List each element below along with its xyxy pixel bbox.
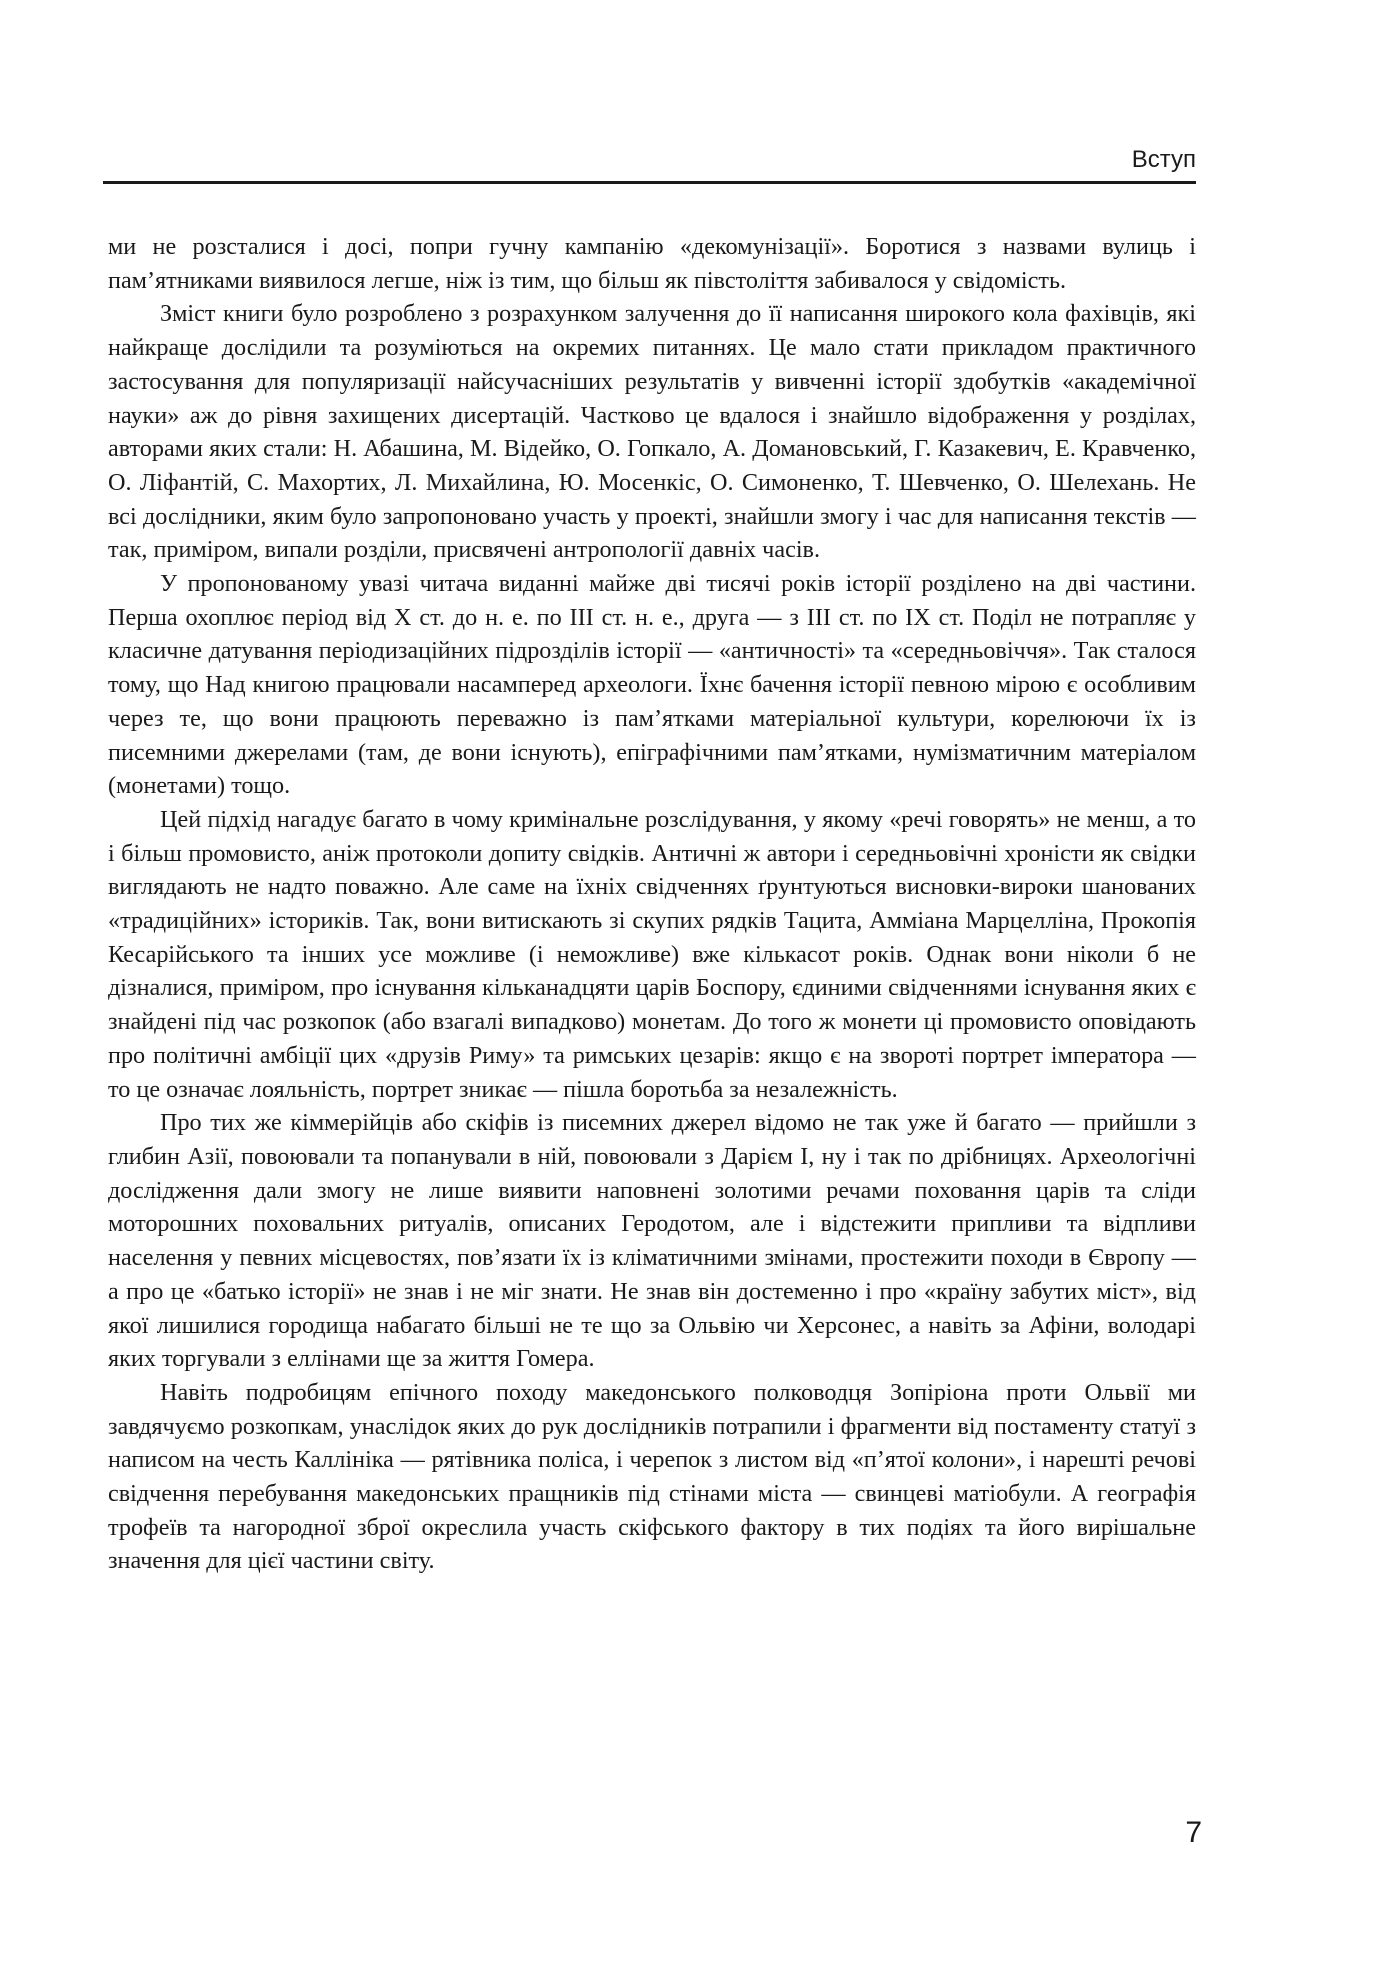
paragraph: У пропонованому увазі читача виданні майже дві тисячі років історії розділено на дві частини. Перша охоплює період від X ст. до н. е. по III ст. н. е., друга — з III ст. по IX ст. Поділ не потрапляє у класичне датування періодизаційних підрозділів історії — «античності» та «середньовіччя». Так сталося тому, що Над книгою працювали насамперед археологи. Їхнє бачення історії певною мірою є особливим через те, що вони працюють переважно із пам’ятками матеріальної культури, корелюючи їх із писемними джерелами (там, де вони існують), епіграфічними пам’ятками, нумізматичним матеріалом (монетами) тощо.: [108, 570, 1196, 800]
paragraph: Навіть подробицям епічного походу македонського полководця Зопіріона проти Ольвії ми завдячуємо розкопкам, унаслідок яких до рук дослідників потрапили і фрагменти від постаменту статуї з написом на честь Каллініка — рятівника поліса, і черепок з листом від «п’ятої колони», і нарешті речові свідчення перебування македонських пращників під стінами міста — свинцеві матіобули. А географія трофеїв та нагородної зброї окреслила участь скіфського фактору в тих подіях та його вирішальне значення для цієї частини світу.: [108, 1378, 1196, 1575]
running-header: Вступ: [1131, 146, 1196, 173]
paragraph: Про тих же кіммерійців або скіфів із писемних джерел відомо не так уже й багато — прийшли з глибин Азії, повоювали та попанували в ній, повоювали з Дарієм I, ну і так по дрібницях. Археологічні дослідження дали змогу не лише виявити наповнені золотими речами поховання царів та сліди моторошних поховальних ритуалів, описаних Геродотом, але і відстежити припливи та відпливи населення у певних місцевостях, пов’язати їх із кліматичними змінами, простежити походи в Європу — а про це «батько історії» не знав і не міг знати. Не знав він достеменно і про «країну забутих міст», від якої лишилися городища набагато більші не те що за Ольвію чи Херсонес, а навіть за Афіни, володарі яких торгували з еллінами ще за життя Гомера.: [108, 1109, 1196, 1373]
page-number: 7: [1185, 1816, 1202, 1849]
paragraph-continued: ми не розсталися і досі, попри гучну кампанію «декомунізації». Боротися з назвами вулиць і пам’ятниками виявилося легше, ніж із тим, що більш як півстоліття забивалося у свідомість.: [108, 233, 1196, 294]
paragraph: Цей підхід нагадує багато в чому кримінальне розслідування, у якому «речі говорять» не менш, а то і більш промовисто, аніж протоколи допиту свідків. Античні ж автори і середньовічні хроністи як свідки виглядають не надто поважно. Але саме на їхніх свідченнях ґрунтуються висновки-вироки шанованих «традиційних» істориків. Так, вони витискають зі скупих рядків Тацита, Амміана Марцелліна, Прокопія Кесарійського та інших усе можливе (і неможливе) вже кількасот років. Однак вони ніколи б не дізналися, приміром, про існування кільканадцяти царів Боспору, єдиними свідченнями існування яких є знайдені під час розкопок (або взагалі випадково) монетам. До того ж монети ці промовисто оповідають про політичні амбіції цих «друзів Риму» та римських цезарів: якщо є на звороті портрет імператора — то це означає лояльність, портрет зникає — пішла боротьба за незалежність.: [108, 805, 1196, 1103]
body-text: [108, 230, 1196, 1578]
header-rule: [103, 181, 1196, 184]
paragraph: Зміст книги було розроблено з розрахунком залучення до її написання широкого кола фахівців, які найкраще дослідили та розуміються на окремих питаннях. Це мало стати прикладом практичного застосування для популяризації найсучасніших результатів у вивченні історії здобутків «академічної науки» аж до рівня захищених дисертацій. Частково це вдалося і знайшло відображення у розділах, авторами яких стали: Н. Абашина, М. Відейко, О. Гопкало, А. Домановський, Г. Казакевич, Е. Кравченко, О. Ліфантій, С. Махортих, Л. Михайлина, Ю. Мосенкіс, О. Симоненко, Т. Шевченко, О. Шелехань. Не всі дослідники, яким було запропоновано участь у проекті, знайшли змогу і час для написання текстів — так, приміром, випали розділи, присвячені антропології давніх часів.: [108, 300, 1196, 564]
